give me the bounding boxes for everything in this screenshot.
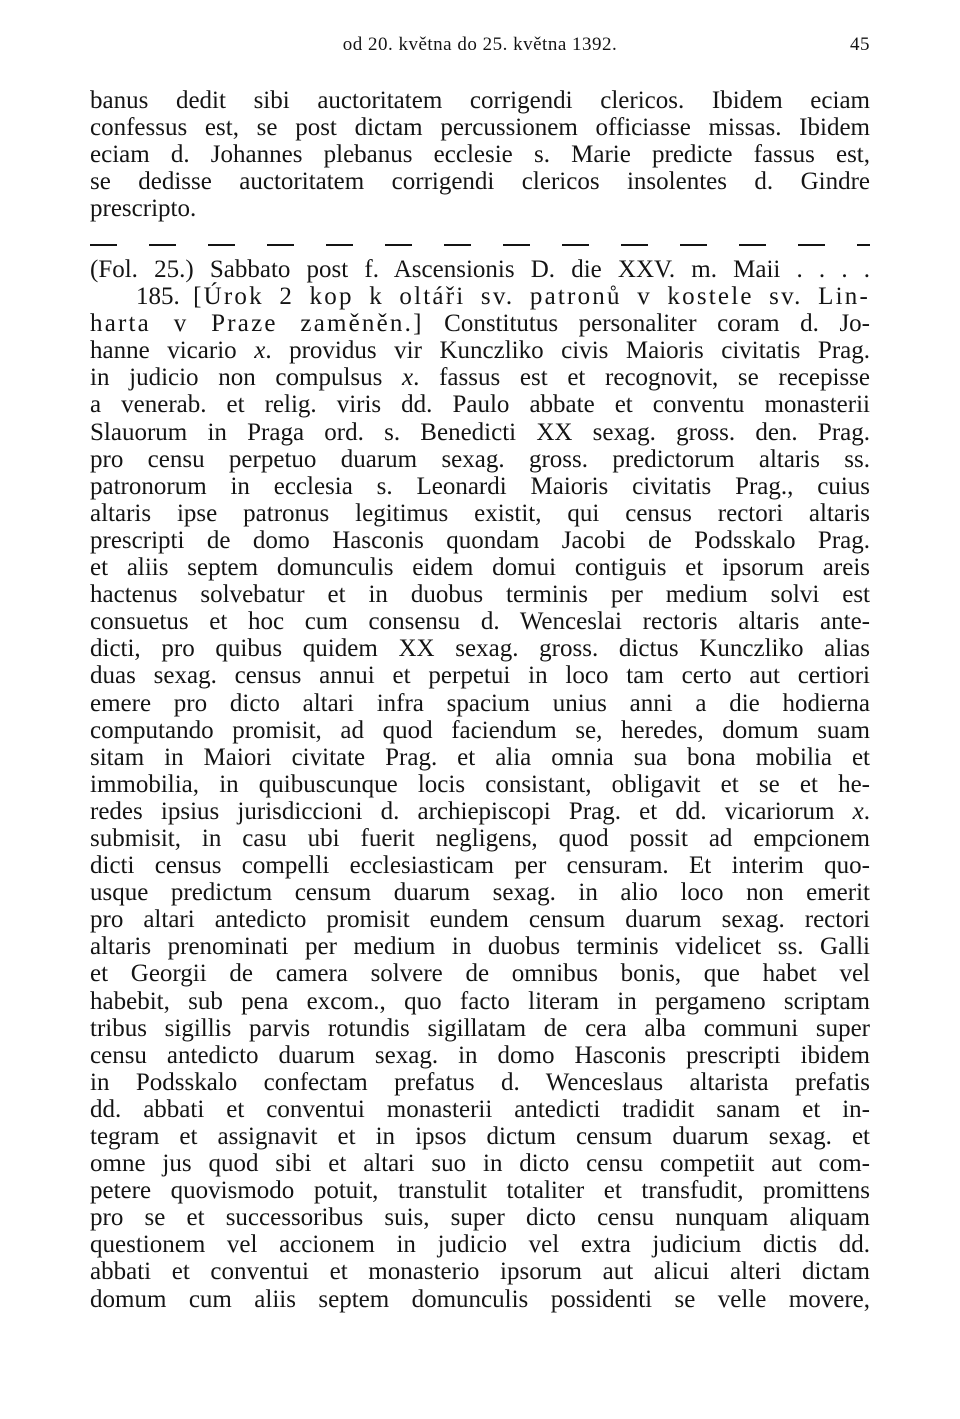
text-line: et Georgii de camera solvere de omnibus bonis, que habet vel [90, 960, 870, 988]
text-line: duas sexag. census annui et perpetui in loco tam certo aut certiori [90, 662, 870, 690]
entry-summary-line [90, 283, 870, 310]
entry-date: Sabbato post f. Ascensionis D. die XXV. m. Maii . . . . [209, 256, 871, 283]
text-line [90, 337, 870, 364]
text-line: pro altari antedicto promisit eundem censum duarum sexag. rectori [90, 906, 870, 934]
text-line: confessus est, se post dictam percussionem officiasse missas. Ibidem [90, 114, 870, 142]
text-line: petere quovismodo potuit, transtulit totaliter et transfudit, promittens [90, 1177, 870, 1205]
text-line: submisit, in casu ubi fuerit negligens, quod possit ad empcionem [90, 824, 870, 852]
text-segment: Constitutus personaliter coram d. Jo- [444, 310, 870, 338]
italic-abbreviation: x [254, 337, 266, 365]
entry-number: 185. [136, 283, 180, 311]
text-line: dicti census compelli ecclesiasticam per censuram. Et interim quo- [90, 852, 870, 880]
text-line: altaris prenominati per medium in duobus terminis videlicet ss. Galli [90, 933, 870, 961]
text-line: in Podsskalo confectam prefatus d. Wenceslaus altarista prefatis [90, 1068, 870, 1096]
text-line: dicti, pro quibus quidem XX sexag. gross. dictus Kunczliko alias [90, 635, 870, 663]
entry-summary-line-2 [90, 310, 870, 337]
text-segment: . fassus est et recognovit, se recepisse [413, 364, 870, 392]
text-segment: . [863, 797, 870, 825]
text-line [90, 798, 870, 825]
dashed-separator [90, 244, 870, 246]
page-number: 45 [850, 34, 870, 55]
text-segment: in judicio non compulsus [90, 364, 403, 392]
paragraph-continuation [90, 87, 870, 222]
text-line: et aliis septem domunculis eidem domui contiguis et ipsorum areis [90, 554, 870, 582]
text-line: patronorum in ecclesia s. Leonardi Maioris civitatis Prag., cuius [90, 472, 870, 500]
text-line: pro censu perpetuo duarum sexag. gross. predictorum altaris ss. [90, 445, 870, 473]
text-line: consuetus et hoc cum consensu d. Wenceslai rectoris altaris ante- [90, 608, 870, 636]
text-line: dd. abbati et conventui monasterii antedicti tradidit sanam et in- [90, 1095, 870, 1123]
entry-heading-line [90, 256, 870, 283]
text-line: sitam in Maiori civitate Prag. et alia omnia sua bona mobilia et [90, 743, 870, 771]
text-line: domum cum aliis septem domunculis possidenti se velle movere, [90, 1285, 870, 1313]
text-line: usque predictum censum duarum sexag. in alio loco non emerit [90, 879, 870, 907]
running-head [0, 34, 960, 58]
text-line: abbati et conventui et monasterio ipsorum aut alicui alteri dictam [90, 1258, 870, 1286]
text-line: hactenus solvebatur et in duobus terminis per medium solvi est [90, 581, 870, 609]
text-line: altaris ipse patronus legitimus existit, qui census rectori altaris [90, 499, 870, 527]
text-line: tribus sigillis parvis rotundis sigillatam de cera alba communi super [90, 1014, 870, 1042]
text-line: prescripto. [90, 195, 197, 223]
text-line: habebit, sub pena excom., quo facto literam in pergameno scriptam [90, 987, 870, 1015]
text-line: se dedisse auctoritatem corrigendi clericos insolentes d. Gindre [90, 168, 870, 196]
italic-abbreviation: x [852, 797, 864, 825]
text-line: pro se et successoribus suis, super dicto censu nunquam aliquam [90, 1204, 870, 1232]
text-line: a venerab. et relig. viris dd. Paulo abbate et conventu monasterii [90, 391, 870, 419]
entry-185 [90, 256, 870, 1313]
text-line: computando promisit, ad quod faciendum se, heredes, domum suam [90, 716, 870, 744]
italic-abbreviation: x [402, 364, 414, 392]
entry-summary-part2: harta v Praze zaměněn.] [90, 310, 424, 338]
text-line: immobilia, in quibuscunque locis consistant, obligavit et se et he- [90, 770, 870, 798]
text-line: Slauorum in Praga ord. s. Benedicti XX sexag. gross. den. Prag. [90, 418, 870, 446]
text-line [90, 364, 870, 391]
running-head-title: od 20. května do 25. května 1392. [342, 34, 618, 55]
text-segment: . providus vir Kunczliko civis Maioris civitatis Prag. [265, 337, 871, 365]
text-line: questionem vel accionem in judicio vel extra judicium dictis dd. [90, 1231, 870, 1259]
text-segment: hanne vicario [90, 337, 255, 365]
text-line: censu antedicto duarum sexag. in domo Hasconis prescripti ibidem [90, 1041, 870, 1069]
entry-summary-part1: [Úrok 2 kop k oltáři sv. patronů v kostele sv. Lin- [193, 283, 870, 311]
text-line: emere pro dicto altari infra spacium unius anni a die hodierna [90, 689, 870, 717]
text-line: eciam d. Johannes plebanus ecclesie s. Marie predicte fassus est, [90, 141, 870, 169]
text-line: banus dedit sibi auctoritatem corrigendi clericos. Ibidem eciam [90, 87, 870, 114]
text-line: omne jus quod sibi et altari suo in dicto censu competiit aut com- [90, 1150, 870, 1178]
text-line: prescripti de domo Hasconis quondam Jacobi de Podsskalo Prag. [90, 526, 870, 554]
text-line: tegram et assignavit et in ipsos dictum censum duarum sexag. et [90, 1123, 870, 1150]
folio-reference: (Fol. 25.) [90, 256, 194, 283]
text-segment: redes ipsius jurisdiccioni d. archiepiscopi Prag. et dd. vicariorum [90, 797, 853, 825]
